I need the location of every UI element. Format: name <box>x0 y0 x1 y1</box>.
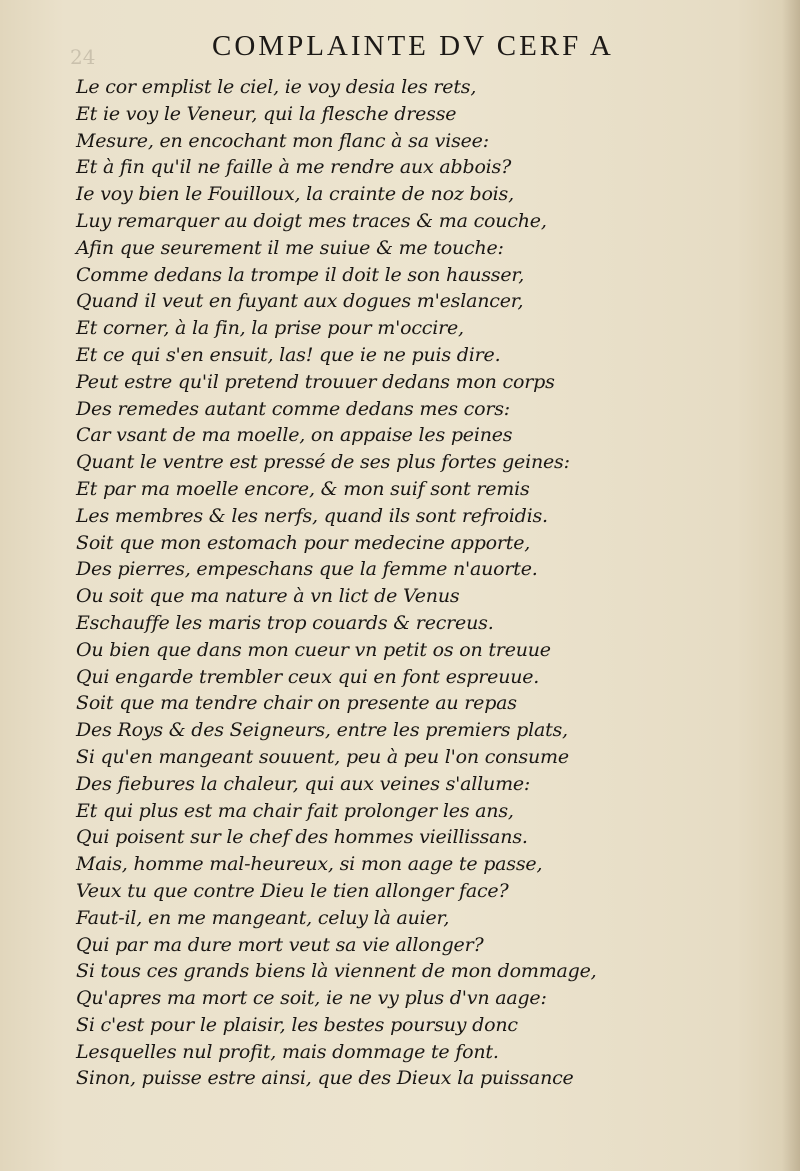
bleed-through-page-number: 24 <box>70 45 96 69</box>
verse-block <box>76 74 776 1092</box>
verse-line: Lesquelles nul profit, mais dommage te font. <box>76 1040 499 1063</box>
verse-line: Peut estre qu'il pretend trouuer dedans mon corps <box>76 370 555 393</box>
verse-line: Qui engarde trembler ceux qui en font espreuue. <box>76 665 540 688</box>
running-head: COMPLAINTE DV CERF A <box>212 30 614 62</box>
verse-line: Les membres & les nerfs, quand ils sont refroidis. <box>76 504 548 527</box>
verse-line: Ie voy bien le Fouilloux, la crainte de noz bois, <box>76 183 514 206</box>
verse-line: Mais, homme mal-heureux, si mon aage te passe, <box>76 853 543 876</box>
verse-line: Soit que ma tendre chair on presente au repas <box>76 692 517 715</box>
verse-line: Luy remarquer au doigt mes traces & ma couche, <box>76 209 547 232</box>
verse-line: Des Roys & des Seigneurs, entre les premiers plats, <box>76 719 568 742</box>
verse-line: Mesure, en encochant mon flanc à sa visee: <box>76 129 489 152</box>
verse-line: Eschauffe les maris trop couards & recreus. <box>76 611 494 634</box>
verse-line: Sinon, puisse estre ainsi, que des Dieux la puissance <box>76 1067 574 1090</box>
verse-line: Des remedes autant comme dedans mes cors: <box>76 397 510 420</box>
verse-line: Quand il veut en fuyant aux dogues m'eslancer, <box>76 290 524 313</box>
verse-line: Soit que mon estomach pour medecine apporte, <box>76 531 531 554</box>
verse-line: Et qui plus est ma chair fait prolonger les ans, <box>76 799 514 822</box>
verse-line: Si c'est pour le plaisir, les bestes poursuy donc <box>76 1013 518 1036</box>
verse-line: Faut-il, en me mangeant, celuy là auier, <box>76 906 450 929</box>
verse-line: Des fiebures la chaleur, qui aux veines s'allume: <box>76 772 531 795</box>
verse-line: Ou soit que ma nature à vn lict de Venus <box>76 585 460 608</box>
verse-line: Veux tu que contre Dieu le tien allonger face? <box>76 879 509 902</box>
verse-line: Afin que seurement il me suiue & me touche: <box>76 236 504 259</box>
verse-line: Comme dedans la trompe il doit le son hausser, <box>76 263 525 286</box>
verse-line: Et ce qui s'en ensuit, las! que ie ne puis dire. <box>76 343 501 366</box>
verse-line: Et à fin qu'il ne faille à me rendre aux abbois? <box>76 156 512 179</box>
verse-line: Le cor emplist le ciel, ie voy desia les rets, <box>76 76 477 98</box>
verse-line: Et par ma moelle encore, & mon suif sont remis <box>76 477 530 500</box>
verse-line: Quant le ventre est pressé de ses plus fortes geines: <box>76 451 570 474</box>
page-edge-shadow <box>782 0 800 1171</box>
verse-line: Si tous ces grands biens là viennent de mon dommage, <box>76 960 597 983</box>
verse-line: Ou bien que dans mon cueur vn petit os on treuue <box>76 638 551 661</box>
verse-line: Qu'apres ma mort ce soit, ie ne vy plus d'vn aage: <box>76 987 547 1010</box>
verse-line: Si qu'en mangeant souuent, peu à peu l'on consume <box>76 745 569 768</box>
verse-line: Car vsant de ma moelle, on appaise les peines <box>76 424 513 447</box>
verse-line: Qui poisent sur le chef des hommes vieillissans. <box>76 826 528 849</box>
verse-line: Des pierres, empeschans que la femme n'auorte. <box>76 558 538 581</box>
verse-line: Qui par ma dure mort veut sa vie allonger? <box>76 933 484 956</box>
verse-line: Et ie voy le Veneur, qui la flesche dresse <box>76 102 457 125</box>
verse-line: Et corner, à la fin, la prise pour m'occire, <box>76 317 464 340</box>
